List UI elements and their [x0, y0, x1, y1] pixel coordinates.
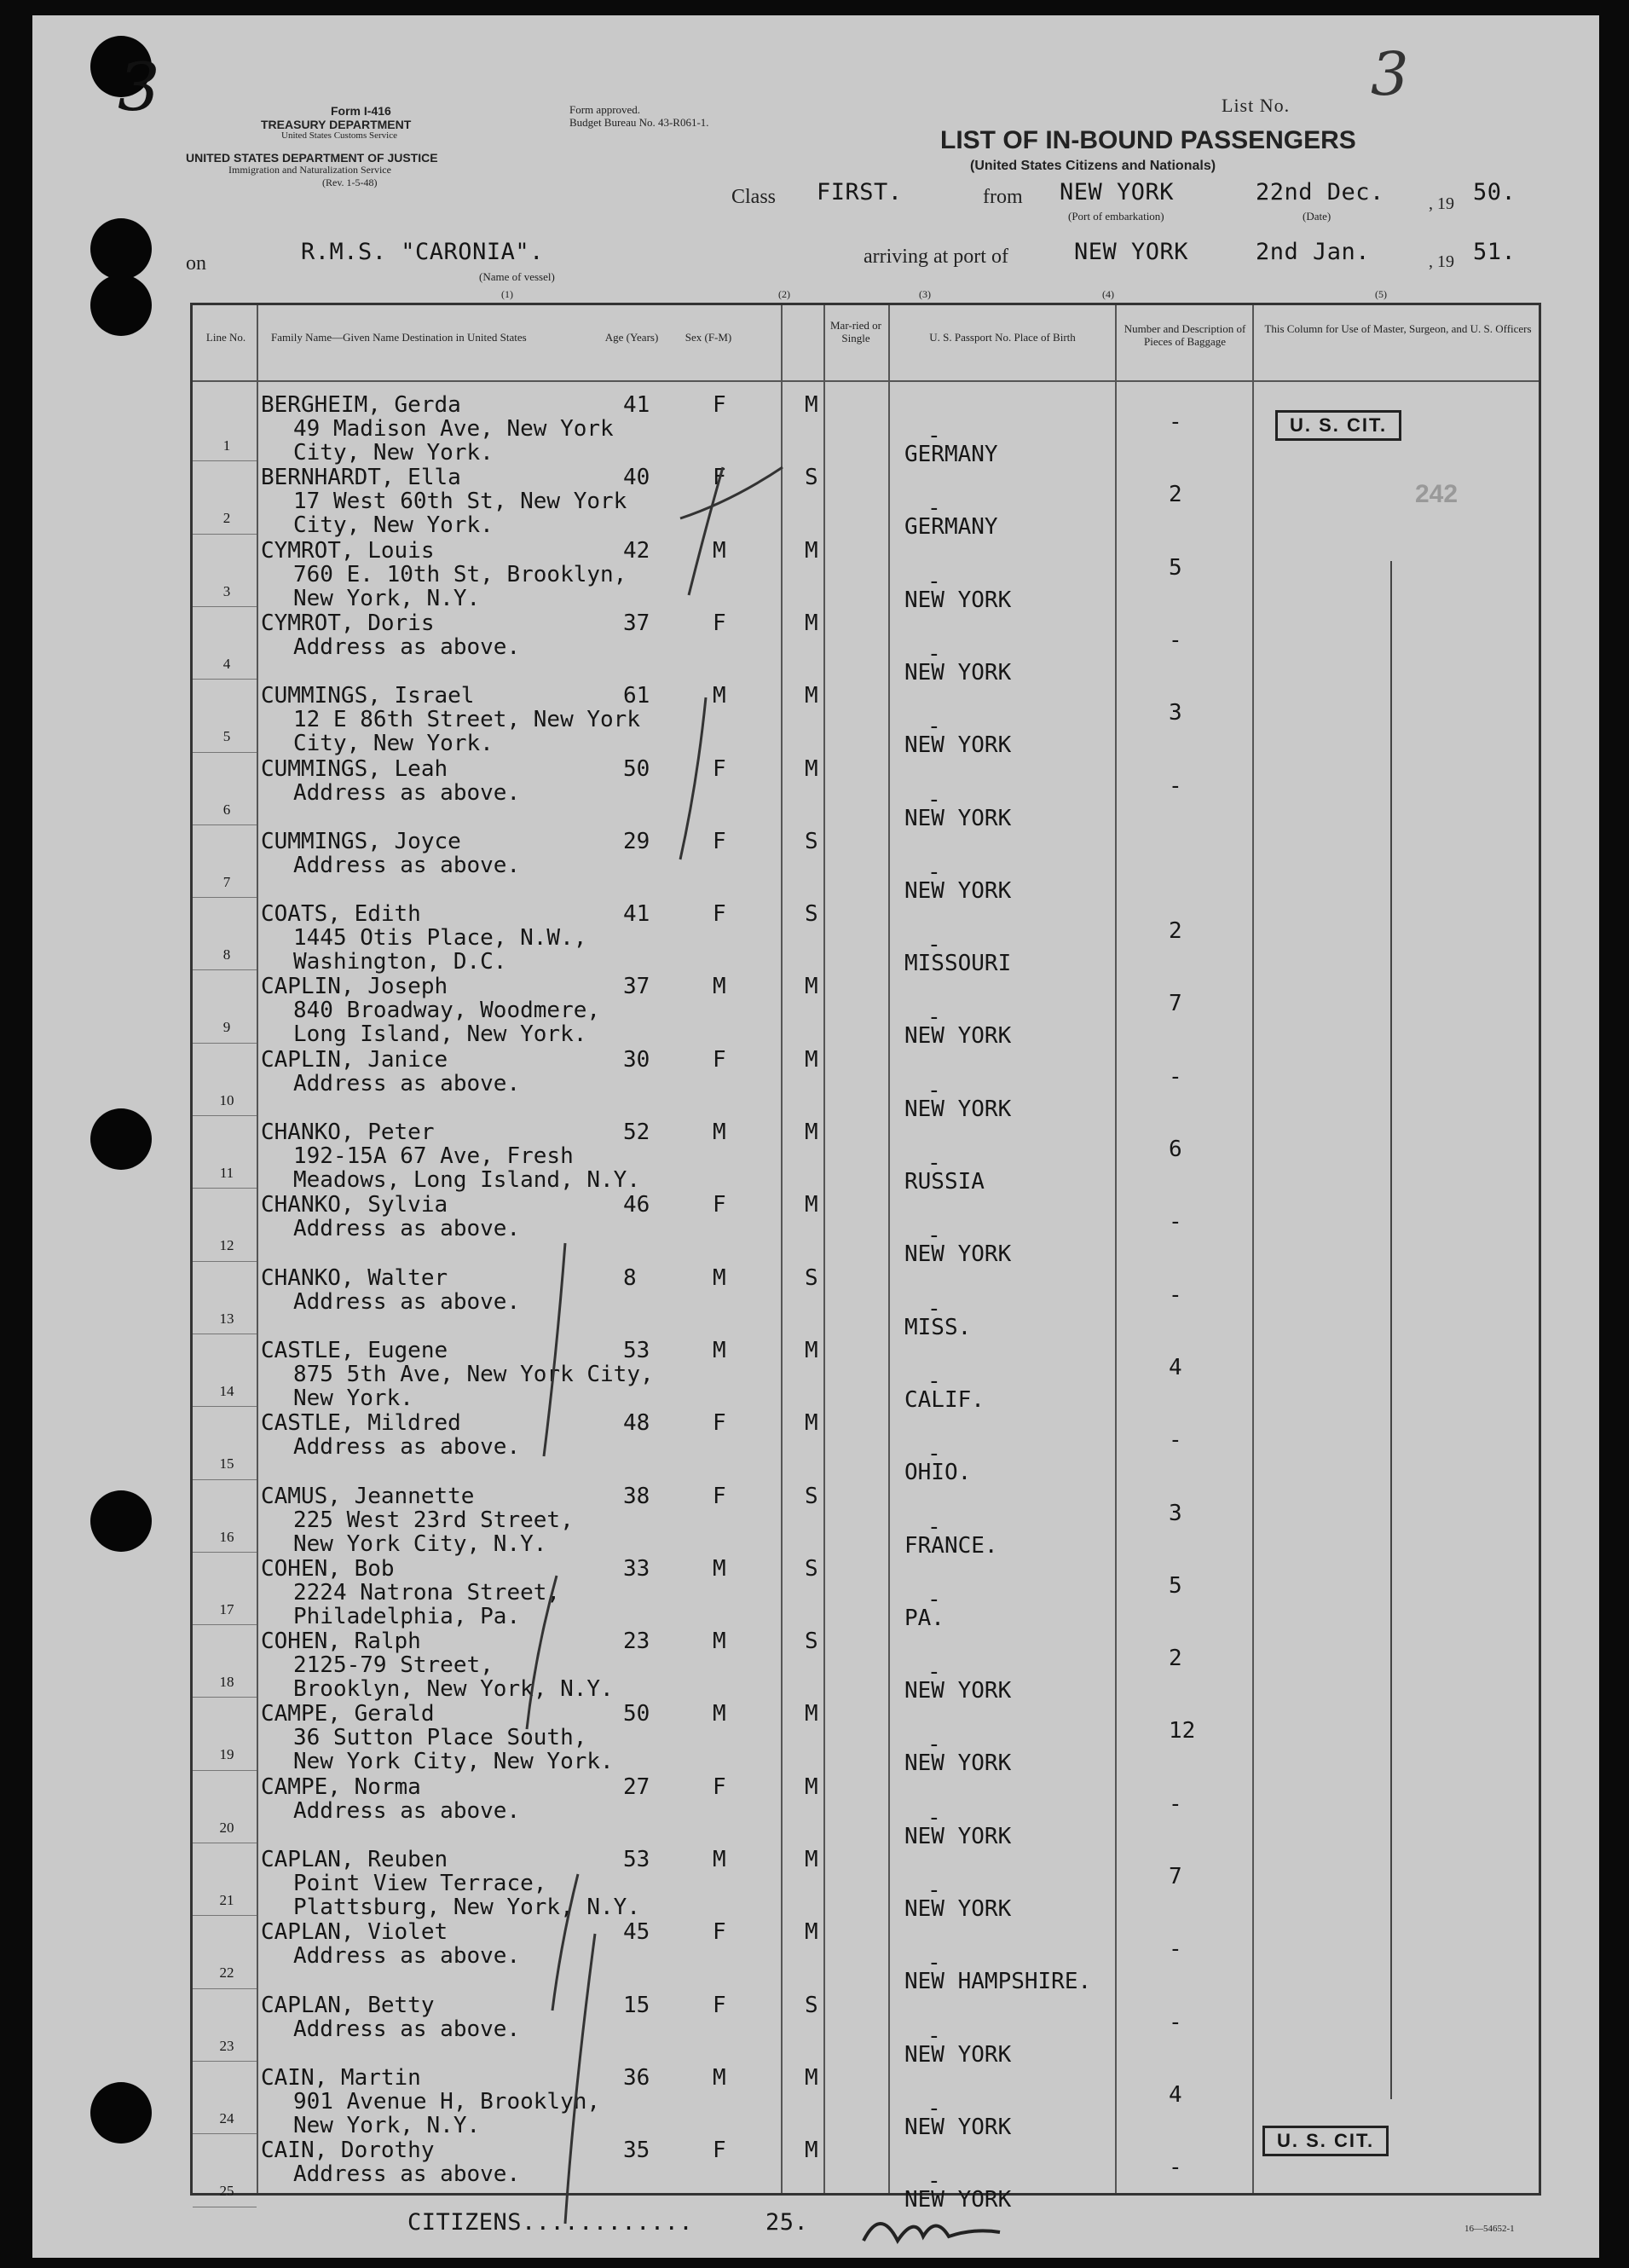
place-of-birth: GERMANY: [904, 514, 998, 541]
marital-status: M: [805, 2064, 818, 2091]
page-subtitle: (United States Citizens and Nationals): [970, 159, 1216, 173]
baggage-count: -: [1169, 2155, 1182, 2181]
baggage-count: -: [1169, 627, 1182, 653]
passenger-sex: M: [713, 1555, 726, 1582]
passenger-address-1: Address as above.: [293, 1288, 521, 1315]
passenger-address-2: New York City, New York.: [293, 1749, 614, 1775]
line-number: 4: [222, 655, 231, 672]
manifest-page: [32, 15, 1599, 2258]
passenger-sex: M: [713, 1701, 726, 1727]
passenger-address-1: Address as above.: [293, 852, 521, 878]
passport-no: -: [927, 1441, 941, 1467]
col-num-1: (1): [501, 288, 513, 300]
passenger-age: 48: [623, 1410, 650, 1437]
baggage-count: -: [1169, 772, 1182, 799]
passenger-address-2: Meadows, Long Island, N.Y.: [293, 1167, 640, 1193]
passenger-sex: F: [713, 828, 726, 854]
baggage-count: 12: [1169, 1718, 1196, 1744]
place-of-birth: NEW YORK: [904, 1241, 1012, 1268]
passenger-age: 23: [623, 1629, 650, 1655]
on-label: on: [186, 252, 206, 275]
place-of-birth: NEW YORK: [904, 587, 1012, 613]
passenger-sex: F: [713, 755, 726, 782]
passport-no: -: [927, 1804, 941, 1831]
line-number: 2: [222, 510, 231, 527]
marital-status: M: [805, 1192, 818, 1218]
marital-status: S: [805, 1264, 818, 1291]
col-num-2: (2): [778, 288, 790, 300]
passenger-name: CYMROT, Louis: [261, 537, 435, 564]
baggage-count: -: [1169, 1063, 1182, 1090]
passenger-address-1: Address as above.: [293, 2016, 521, 2042]
baggage-count: -: [1169, 1282, 1182, 1308]
place-of-birth: NEW YORK: [904, 805, 1012, 831]
col-sex: Sex (F-M): [685, 331, 732, 344]
passenger-sex: F: [713, 1919, 726, 1946]
baggage-count: 7: [1169, 1864, 1182, 1889]
marital-status: M: [805, 1046, 818, 1073]
place-of-birth: NEW HAMPSHIRE.: [904, 1969, 1092, 1995]
list-no-value: 3: [1371, 39, 1409, 109]
passenger-age: 27: [623, 1773, 650, 1800]
baggage-count: -: [1169, 409, 1182, 435]
passenger-name: COHEN, Ralph: [261, 1629, 421, 1655]
form-revision: (Rev. 1-5-48): [322, 176, 378, 188]
passenger-age: 37: [623, 610, 650, 636]
place-of-birth: NEW YORK: [904, 659, 1012, 686]
passenger-name: CASTLE, Eugene: [261, 1337, 448, 1363]
line-number: 6: [222, 801, 231, 818]
passenger-sex: M: [713, 1337, 726, 1363]
us-cit-stamp: U. S. CIT.: [1275, 410, 1401, 441]
line-number: 10: [219, 1091, 234, 1108]
passenger-age: 33: [623, 1555, 650, 1582]
passenger-age: 29: [623, 828, 650, 854]
place-of-birth: NEW YORK: [904, 732, 1012, 759]
passenger-sex: F: [713, 465, 726, 491]
baggage-count: -: [1169, 1936, 1182, 1963]
passport-no: -: [927, 2022, 941, 2049]
passenger-address-1: 901 Avenue H, Brooklyn,: [293, 2088, 601, 2115]
marital-status: M: [805, 1919, 818, 1946]
arrival-port: NEW YORK: [1074, 239, 1189, 265]
baggage-count: 7: [1169, 991, 1182, 1017]
baggage-count: 6: [1169, 1137, 1182, 1162]
ins-service: Immigration and Naturalization Service: [228, 164, 391, 176]
passenger-age: 40: [623, 465, 650, 491]
page-title: LIST OF IN-BOUND PASSENGERS: [940, 126, 1356, 154]
passenger-address-1: 36 Sutton Place South,: [293, 1725, 587, 1751]
passenger-age: 50: [623, 755, 650, 782]
treasury-dept: TREASURY DEPARTMENT: [261, 118, 412, 131]
line-number: 23: [219, 2037, 234, 2054]
passenger-sex: F: [713, 1046, 726, 1073]
line-number: 18: [219, 1674, 234, 1691]
baggage-count: -: [1169, 2009, 1182, 2035]
passport-no: -: [927, 932, 941, 958]
passenger-address-2: City, New York.: [293, 512, 494, 539]
passenger-address-2: New York.: [293, 1385, 413, 1411]
passenger-address-1: Address as above.: [293, 634, 521, 660]
passenger-sex: F: [713, 2138, 726, 2164]
passenger-name: CHANKO, Peter: [261, 1120, 435, 1145]
passenger-address-1: Address as above.: [293, 1434, 521, 1461]
line-number: 16: [219, 1528, 234, 1545]
passenger-age: 35: [623, 2138, 650, 2164]
passenger-sex: M: [713, 537, 726, 564]
place-of-birth: MISS.: [904, 1314, 972, 1340]
passport-no: -: [927, 1004, 941, 1031]
passenger-age: 8: [623, 1264, 637, 1291]
passenger-address-1: 192-15A 67 Ave, Fresh: [293, 1143, 574, 1169]
baggage-count: 3: [1169, 700, 1182, 726]
passport-no: -: [927, 1368, 941, 1394]
line-number: 17: [219, 1600, 234, 1617]
baggage-count: -: [1169, 1209, 1182, 1235]
passenger-address-2: City, New York.: [293, 731, 494, 757]
passenger-name: BERGHEIM, Gerda: [261, 392, 461, 418]
marital-status: M: [805, 1773, 818, 1800]
line-number: 14: [219, 1382, 234, 1399]
place-of-birth: NEW YORK: [904, 1823, 1012, 1849]
passenger-name: CAMUS, Jeannette: [261, 1483, 475, 1509]
passenger-age: 30: [623, 1046, 650, 1073]
passport-no: -: [927, 423, 941, 448]
baggage-count: -: [1169, 1427, 1182, 1454]
passenger-age: 45: [623, 1919, 650, 1946]
citizens-label: CITIZENS............: [407, 2209, 694, 2236]
passenger-name: CAMPE, Norma: [261, 1773, 421, 1800]
place-of-birth: NEW YORK: [904, 1096, 1012, 1122]
place-of-birth: NEW YORK: [904, 1023, 1012, 1050]
justice-dept: UNITED STATES DEPARTMENT OF JUSTICE: [186, 151, 438, 165]
col-num-3: (3): [919, 288, 931, 300]
place-of-birth: FRANCE.: [904, 1532, 998, 1559]
marital-status: M: [805, 683, 818, 709]
passport-no: -: [927, 1659, 941, 1686]
passenger-sex: F: [713, 1483, 726, 1509]
line-number: 7: [222, 873, 231, 890]
passenger-address-2: Plattsburg, New York, N.Y.: [293, 1895, 640, 1920]
place-of-birth: NEW YORK: [904, 877, 1012, 904]
passenger-address-2: Brooklyn, New York, N.Y.: [293, 1676, 614, 1703]
passenger-sex: M: [713, 683, 726, 709]
passenger-address-2: Washington, D.C.: [293, 949, 507, 975]
place-of-birth: NEW YORK: [904, 1678, 1012, 1704]
citizens-count: 25.: [765, 2209, 809, 2236]
place-of-birth: NEW YORK: [904, 2041, 1012, 2068]
col-baggage: Number and Description of Pieces of Baggage: [1124, 322, 1246, 348]
passenger-sex: M: [713, 1629, 726, 1655]
passenger-age: 38: [623, 1483, 650, 1509]
passenger-name: COATS, Edith: [261, 901, 421, 928]
marital-status: M: [805, 974, 818, 1000]
place-of-birth: MISSOURI: [904, 951, 1012, 977]
passenger-address-1: 2224 Natrona Street,: [293, 1579, 561, 1606]
passenger-address-1: Address as above.: [293, 779, 521, 806]
passenger-name: CAPLAN, Reuben: [261, 1847, 448, 1872]
passenger-age: 15: [623, 1992, 650, 2018]
baggage-count: 4: [1169, 2081, 1182, 2108]
place-of-birth: NEW YORK: [904, 2187, 1012, 2213]
line-number: 5: [222, 728, 231, 745]
passenger-address-1: Address as above.: [293, 1797, 521, 1824]
passenger-address-1: 17 West 60th St, New York: [293, 489, 627, 515]
col-officers: This Column for Use of Master, Surgeon, and U. S. Officers: [1264, 322, 1532, 335]
us-cit-stamp: U. S. CIT.: [1262, 2126, 1389, 2156]
passenger-name: CAPLIN, Janice: [261, 1046, 448, 1073]
passenger-address-1: 1445 Otis Place, N.W.,: [293, 925, 587, 952]
marital-status: M: [805, 2138, 818, 2164]
passenger-name: CUMMINGS, Joyce: [261, 828, 461, 854]
form-number: Form I-416: [331, 104, 391, 118]
baggage-count: 5: [1169, 554, 1182, 581]
passenger-name: CAMPE, Gerald: [261, 1701, 435, 1727]
budget-bureau: Budget Bureau No. 43-R061-1.: [569, 116, 709, 129]
passport-no: -: [927, 2095, 941, 2121]
passport-no: -: [927, 1586, 941, 1612]
col-married: Mar-ried or Single: [829, 319, 882, 344]
col-passport: U. S. Passport No. Place of Birth: [929, 331, 1076, 344]
passenger-sex: M: [713, 1847, 726, 1872]
passenger-sex: F: [713, 610, 726, 636]
passenger-address-2: New York, N.Y.: [293, 2112, 481, 2138]
passport-no: -: [927, 1732, 941, 1758]
class-label: Class: [731, 186, 777, 208]
from-value: NEW YORK: [1060, 179, 1175, 205]
passenger-address-1: Address as above.: [293, 1216, 521, 1242]
depart-year: 50.: [1473, 179, 1516, 205]
passenger-age: 53: [623, 1847, 650, 1872]
passenger-address-1: 49 Madison Ave, New York: [293, 416, 614, 442]
line-number: 24: [219, 2109, 234, 2126]
customs-service: United States Customs Service: [281, 130, 397, 141]
marital-status: M: [805, 610, 818, 636]
place-of-birth: GERMANY: [904, 442, 998, 467]
arriving-label: arriving at port of: [864, 246, 1008, 268]
place-of-birth: PA.: [904, 1605, 944, 1631]
passenger-address-1: 12 E 86th Street, New York: [293, 707, 640, 733]
vessel-label: (Name of vessel): [479, 270, 555, 283]
passenger-name: BERNHARDT, Ella: [261, 465, 461, 491]
passport-no: -: [927, 786, 941, 813]
marital-status: M: [805, 1120, 818, 1145]
passenger-name: CAPLAN, Violet: [261, 1919, 448, 1946]
handwritten-number: 3: [118, 49, 160, 126]
passport-no: -: [927, 1513, 941, 1540]
baggage-count: 3: [1169, 1500, 1182, 1526]
year-prefix-2: , 19: [1429, 252, 1454, 271]
passport-no: -: [927, 714, 941, 740]
passport-no: -: [927, 1295, 941, 1322]
marital-status: M: [805, 755, 818, 782]
marital-status: S: [805, 1992, 818, 2018]
passenger-address-2: Philadelphia, Pa.: [293, 1603, 521, 1629]
passenger-age: 61: [623, 683, 650, 709]
marital-status: M: [805, 1337, 818, 1363]
date-label: (Date): [1303, 210, 1332, 223]
line-number: 15: [219, 1455, 234, 1472]
line-number: 25: [219, 2183, 234, 2200]
line-number: 9: [222, 1019, 231, 1036]
passenger-name: CAIN, Martin: [261, 2064, 421, 2091]
handwriting-marks: [32, 15, 1599, 2258]
baggage-count: 2: [1169, 482, 1182, 508]
passenger-sex: M: [713, 974, 726, 1000]
baggage-count: -: [1169, 1791, 1182, 1817]
passenger-name: CHANKO, Sylvia: [261, 1192, 448, 1218]
col-line: Line No.: [205, 331, 246, 344]
passport-no: -: [927, 859, 941, 885]
passenger-sex: F: [713, 1410, 726, 1437]
year-prefix-1: , 19: [1429, 194, 1454, 213]
marital-status: S: [805, 1629, 818, 1655]
arrival-year: 51.: [1473, 239, 1516, 265]
port-embark-label: (Port of embarkation): [1068, 210, 1164, 223]
line-number: 13: [219, 1310, 234, 1327]
passenger-age: 50: [623, 1701, 650, 1727]
place-of-birth: CALIF.: [904, 1386, 985, 1413]
marital-status: M: [805, 537, 818, 564]
passport-no: -: [927, 495, 941, 522]
line-number: 19: [219, 1746, 234, 1763]
marital-status: M: [805, 1847, 818, 1872]
line-number: 8: [222, 946, 231, 963]
col-age: Age (Years): [604, 331, 659, 344]
line-number: 3: [222, 582, 231, 599]
passenger-age: 41: [623, 392, 650, 418]
marital-status: M: [805, 1701, 818, 1727]
passenger-name: CAPLAN, Betty: [261, 1992, 435, 2018]
passenger-sex: F: [713, 901, 726, 928]
marital-status: S: [805, 828, 818, 854]
passenger-sex: F: [713, 1192, 726, 1218]
line-number: 12: [219, 1237, 234, 1254]
passenger-sex: M: [713, 2064, 726, 2091]
marital-status: S: [805, 1555, 818, 1582]
passenger-address-1: Address as above.: [293, 1943, 521, 1970]
passenger-address-2: Long Island, New York.: [293, 1021, 587, 1048]
passenger-address-1: Address as above.: [293, 2161, 521, 2188]
footer-code: 16—54652-1: [1464, 2224, 1515, 2234]
line-number: 11: [219, 1165, 234, 1181]
passenger-sex: M: [713, 1264, 726, 1291]
passenger-name: CUMMINGS, Leah: [261, 755, 448, 782]
passenger-name: CHANKO, Walter: [261, 1264, 448, 1291]
list-no-label: List No.: [1222, 95, 1291, 116]
baggage-count: 4: [1169, 1354, 1182, 1380]
passenger-address-1: 760 E. 10th St, Brooklyn,: [293, 561, 627, 587]
passenger-name: CASTLE, Mildred: [261, 1410, 461, 1437]
passenger-address-1: Address as above.: [293, 1070, 521, 1096]
col-num-5: (5): [1375, 288, 1387, 300]
passenger-address-1: Point View Terrace,: [293, 1871, 547, 1896]
line-number: 21: [219, 1892, 234, 1908]
passport-no: -: [927, 568, 941, 594]
marital-status: S: [805, 465, 818, 491]
passenger-name: CAIN, Dorothy: [261, 2138, 435, 2164]
place-of-birth: NEW YORK: [904, 1896, 1012, 1922]
passenger-address-2: New York City, N.Y.: [293, 1530, 547, 1557]
passenger-name: CUMMINGS, Israel: [261, 683, 475, 709]
passenger-age: 46: [623, 1192, 650, 1218]
place-of-birth: NEW YORK: [904, 1750, 1012, 1777]
passport-no: -: [927, 1150, 941, 1176]
place-of-birth: OHIO.: [904, 1460, 972, 1486]
passenger-address-1: 225 West 23rd Street,: [293, 1507, 574, 1533]
passenger-name: CAPLIN, Joseph: [261, 974, 448, 1000]
col-num-4: (4): [1102, 288, 1114, 300]
passenger-address-2: New York, N.Y.: [293, 585, 481, 611]
passenger-address-2: City, New York.: [293, 440, 494, 466]
col-name: Family Name—Given Name Destination in United States: [271, 331, 527, 344]
passenger-address-1: 840 Broadway, Woodmere,: [293, 998, 601, 1024]
passenger-age: 37: [623, 974, 650, 1000]
passport-no: -: [927, 1223, 941, 1249]
depart-date: 22nd Dec.: [1256, 179, 1384, 205]
from-label: from: [983, 186, 1023, 208]
passport-no: -: [927, 2168, 941, 2195]
passenger-sex: M: [713, 1120, 726, 1145]
passenger-address-1: 875 5th Ave, New York City,: [293, 1361, 654, 1387]
passenger-address-1: 2125-79 Street,: [293, 1652, 494, 1679]
passenger-age: 41: [623, 901, 650, 928]
arrival-date: 2nd Jan.: [1256, 239, 1371, 265]
stamp-number: 242: [1415, 480, 1459, 508]
passport-no: -: [927, 1877, 941, 1903]
marital-status: M: [805, 1410, 818, 1437]
baggage-count: 2: [1169, 918, 1182, 945]
passenger-sex: F: [713, 1773, 726, 1800]
passport-no: -: [927, 640, 941, 667]
passenger-sex: F: [713, 392, 726, 418]
passenger-age: 36: [623, 2064, 650, 2091]
baggage-count: 5: [1169, 1572, 1182, 1599]
baggage-count: 2: [1169, 1646, 1182, 1672]
passenger-name: COHEN, Bob: [261, 1555, 395, 1582]
passenger-age: 42: [623, 537, 650, 564]
place-of-birth: NEW YORK: [904, 2114, 1012, 2140]
class-value: FIRST.: [817, 179, 903, 205]
passenger-age: 53: [623, 1337, 650, 1363]
passport-no: -: [927, 1077, 941, 1103]
line-number: 22: [219, 1964, 234, 1982]
vessel-name: R.M.S. "CARONIA".: [301, 239, 544, 265]
marital-status: S: [805, 901, 818, 928]
passenger-sex: F: [713, 1992, 726, 2018]
passenger-name: CYMROT, Doris: [261, 610, 435, 636]
passport-no: -: [927, 1950, 941, 1976]
passenger-age: 52: [623, 1120, 650, 1145]
line-number: 1: [222, 437, 231, 454]
marital-status: M: [805, 392, 818, 418]
line-number: 20: [219, 1819, 234, 1836]
marital-status: S: [805, 1483, 818, 1509]
form-approved: Form approved.: [569, 103, 641, 116]
place-of-birth: RUSSIA: [904, 1169, 985, 1195]
